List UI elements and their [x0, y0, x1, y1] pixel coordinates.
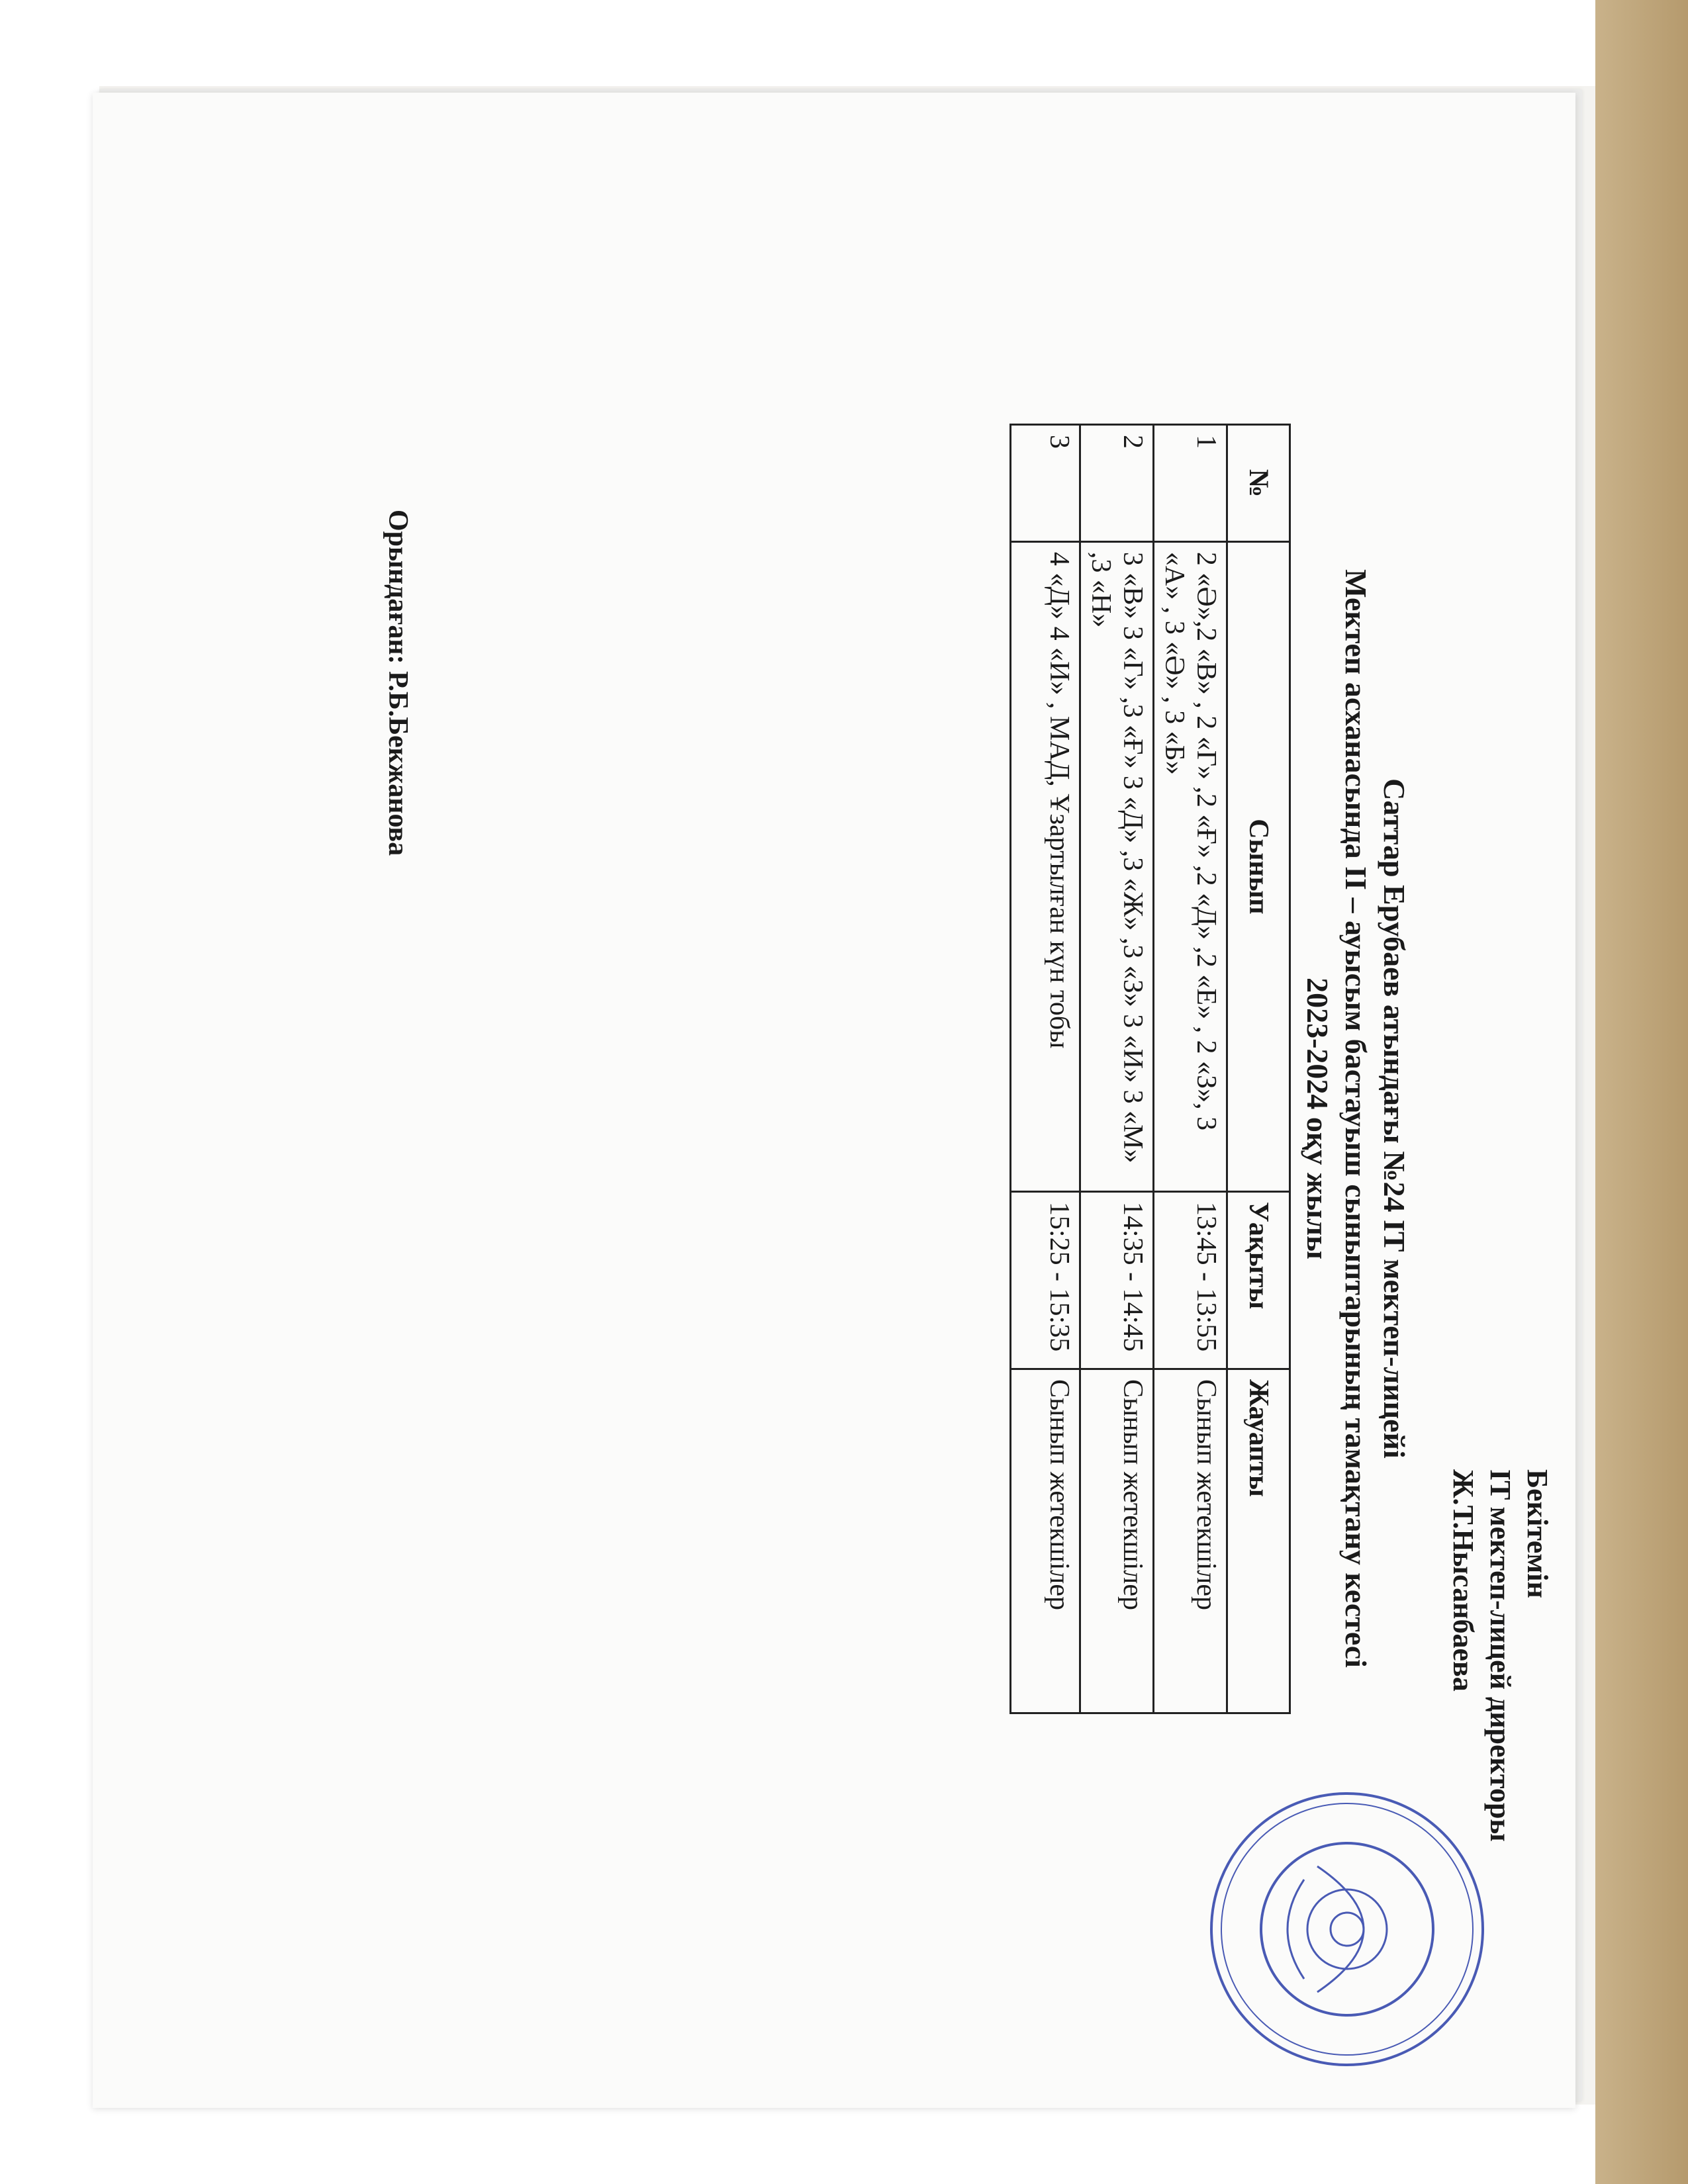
schedule-table: [1009, 424, 1291, 1714]
title-line-2: Мектеп асханасында II – ауысым бастауыш сыныптарының тамақтану кестесі: [1339, 569, 1373, 1668]
row-time: 14:35 - 14:45: [1080, 1191, 1154, 1369]
row-time: 15:25 - 15:35: [1011, 1191, 1080, 1369]
document-title: [1298, 523, 1413, 1714]
table-row: [1154, 425, 1227, 1713]
approval-line-2: IT мектеп-лицей директоры: [1484, 1469, 1517, 1842]
table-row: [1080, 425, 1154, 1713]
approval-line-3: Ж.Т.Нысанбаева: [1447, 1469, 1479, 1692]
title-line-1: Саттар Ерубаев атындағы №24 IT мектеп-лицейі: [1378, 778, 1411, 1459]
table-header-row: [1227, 425, 1290, 1713]
row-classes: 4 «Д» 4 «И» , МАД, Ұзартылған күн тобы: [1011, 541, 1080, 1191]
row-responsible: Сынып жетекшілер: [1154, 1369, 1227, 1713]
header-class: Сынып: [1227, 541, 1290, 1191]
row-number: 2: [1080, 425, 1154, 542]
row-responsible: Сынып жетекшілер: [1080, 1369, 1154, 1713]
scan-background-right: [1595, 0, 1688, 2184]
rotated-content: [93, 93, 1575, 2108]
row-number: 3: [1011, 425, 1080, 542]
row-time: 13:45 - 13:55: [1154, 1191, 1227, 1369]
header-number: №: [1227, 425, 1290, 542]
approval-block: [1444, 1469, 1556, 1842]
title-line-3: 2023-2024 оқу жылы: [1301, 978, 1335, 1259]
scan-margin-top: [0, 0, 1688, 86]
row-number: 1: [1154, 425, 1227, 542]
header-responsible: Жауапты: [1227, 1369, 1290, 1713]
row-classes: 3 «В» 3 «Г» ,3 «Ғ» 3 «Д» ,3 «Ж» ,3 «З» 3 «И» 3 «М» ,3 «Н»: [1080, 541, 1154, 1191]
document-page: [93, 93, 1575, 2108]
performer-signature-line: Орындаған: Р.Б.Бекжанова: [383, 510, 413, 856]
approval-line-1: Бекітемін: [1521, 1469, 1554, 1598]
table-row: [1011, 425, 1080, 1713]
scan-margin-bottom: [0, 2105, 1688, 2184]
row-responsible: Сынып жетекшілер: [1011, 1369, 1080, 1713]
header-time: Уақыты: [1227, 1191, 1290, 1369]
row-classes: 2 «Ә»,2 «В» , 2 «Г» ,2 «Ғ» ,2 «Д» ,2 «Е» , 2 «З», 3 «А» , 3 «Ә» , 3 «Б»: [1154, 541, 1227, 1191]
scan-margin-left: [0, 0, 99, 2184]
official-stamp: [1205, 1787, 1489, 2071]
